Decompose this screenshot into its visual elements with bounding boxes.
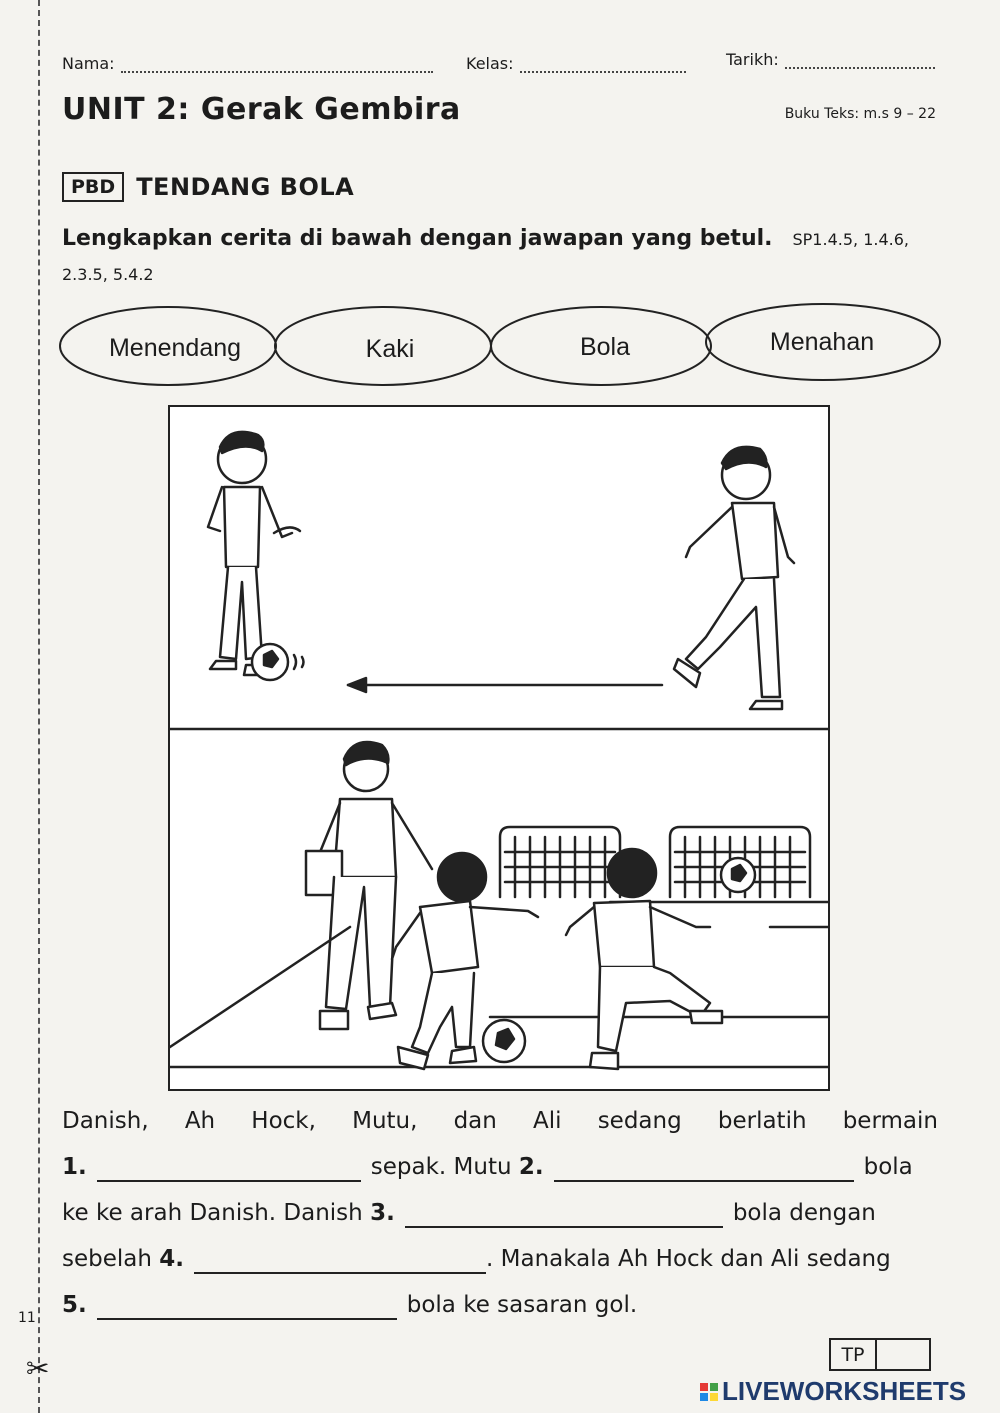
blank-number-1: 1. (62, 1154, 87, 1180)
story-line-2 (62, 1144, 938, 1190)
story-text: sepak. Mutu (370, 1154, 512, 1180)
story-word: Ah (184, 1108, 216, 1134)
story-passage (62, 1098, 938, 1328)
blank-number-5: 5. (62, 1292, 87, 1318)
answer-blank-3[interactable] (405, 1200, 723, 1228)
scissors-icon: ✂ (26, 1352, 50, 1385)
word-bola: Bola (579, 333, 631, 361)
instruction (62, 222, 942, 292)
word-oval[interactable] (60, 307, 276, 385)
story-word: Hock, (251, 1108, 316, 1134)
answer-blank-5[interactable] (97, 1292, 397, 1320)
story-word: Mutu, (352, 1108, 418, 1134)
blank-number-3: 3. (370, 1200, 395, 1226)
blank-number-2: 2. (518, 1154, 544, 1180)
date-field (726, 50, 935, 69)
boy-kicking-figure (674, 447, 794, 709)
watermark-text: LIVEWORKSHEETS (722, 1376, 967, 1406)
date-label: Tarikh: (726, 50, 779, 69)
pbd-badge: PBD (62, 172, 124, 202)
section-title: TENDANG BOLA (136, 173, 355, 201)
story-text: bola (863, 1154, 913, 1180)
story-line-4 (62, 1236, 938, 1282)
teacher-figure (306, 742, 432, 1029)
date-input-line[interactable] (785, 53, 935, 69)
word-kaki: Kaki (365, 335, 415, 363)
story-line-3 (62, 1190, 938, 1236)
story-word: sedang (597, 1108, 682, 1134)
football-illustration (170, 407, 828, 1089)
story-text: . Manakala Ah Hock dan Ali sedang (486, 1246, 891, 1272)
watermark (700, 1376, 966, 1407)
story-text: sebelah (62, 1246, 152, 1272)
arrow-head-icon (348, 678, 366, 692)
story-word: bermain (842, 1108, 938, 1134)
story-word: dan (453, 1108, 497, 1134)
name-label: Nama: (62, 54, 115, 73)
word-oval[interactable] (275, 307, 491, 385)
story-text: ke ke arah Danish. Danish (62, 1200, 363, 1226)
story-word: berlatih (717, 1108, 807, 1134)
tp-score-box (829, 1338, 931, 1371)
word-oval[interactable] (706, 304, 940, 380)
story-line-5 (62, 1282, 938, 1328)
word-menendang: Menendang (108, 334, 242, 362)
answer-blank-2[interactable] (554, 1154, 854, 1182)
soccer-ball (252, 644, 304, 680)
answer-blank-4[interactable] (194, 1246, 486, 1274)
unit-title: UNIT 2: Gerak Gembira (62, 92, 461, 127)
goal-net (500, 827, 828, 902)
liveworksheets-logo-icon (700, 1383, 718, 1401)
tp-label: TP (831, 1340, 877, 1369)
word-oval[interactable] (491, 307, 711, 385)
story-text: bola ke sasaran gol. (406, 1292, 638, 1318)
name-field (62, 54, 433, 73)
page-number: 11 (18, 1310, 36, 1326)
tp-score-cell[interactable] (877, 1340, 929, 1369)
boy-receiving-figure (208, 432, 300, 675)
word-menahan: Menahan (769, 328, 875, 356)
class-label: Kelas: (466, 54, 514, 73)
story-line-1 (62, 1098, 938, 1144)
class-input-line[interactable] (520, 57, 686, 73)
blank-number-4: 4. (159, 1246, 185, 1272)
section-heading (62, 172, 354, 202)
instruction-text: Lengkapkan cerita di bawah dengan jawapan yang betul. (62, 226, 773, 251)
story-text: bola dengan (732, 1200, 876, 1226)
illustration (168, 405, 830, 1091)
name-input-line[interactable] (121, 57, 433, 73)
story-word: Ali (533, 1108, 562, 1134)
answer-blank-1[interactable] (97, 1154, 361, 1182)
cut-line (38, 0, 40, 1413)
word-bank (58, 303, 944, 393)
book-reference: Buku Teks: m.s 9 – 22 (784, 106, 936, 122)
standards-code: SP1.4.5, 1.4.6, 2.3.5, 5.4.2 (62, 230, 909, 284)
story-word: Danish, (62, 1108, 149, 1134)
class-field (466, 54, 686, 73)
